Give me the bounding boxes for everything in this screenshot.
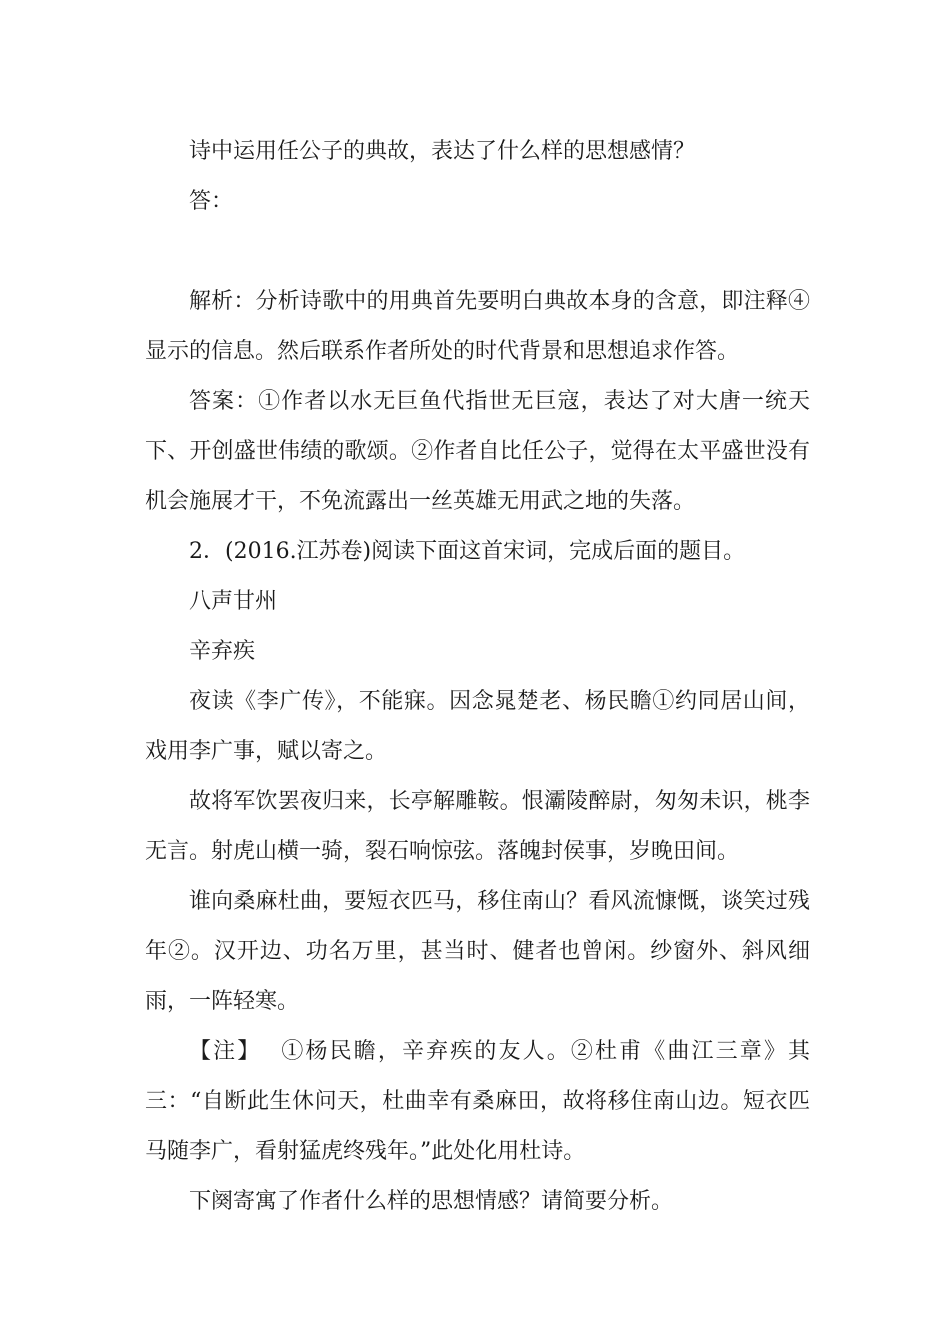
- poem-author: 辛弃疾: [189, 639, 256, 664]
- note-paragraph: [145, 1027, 810, 1177]
- question-2: 下阕寄寓了作者什么样的思想情感？请简要分析。: [189, 1189, 674, 1214]
- note-tag: 【注】: [189, 1039, 262, 1064]
- poem-preface: 夜读《李广传》，不能寐。因念晁楚老、杨民瞻①约同居山间，戏用李广事，赋以寄之。: [145, 689, 810, 764]
- answer-label: 答：: [189, 189, 234, 214]
- poem-title: 八声甘州: [189, 589, 278, 614]
- poem-stanza-2: 谁向桑麻杜曲，要短衣匹马，移住南山？看风流慷慨，谈笑过残年②。汉开边、功名万里，甚当时、健者也曾闲。纱窗外、斜风细雨，一阵轻寒。: [145, 889, 810, 1014]
- answer-paragraph: 答案：①作者以水无巨鱼代指世无巨寇，表达了对大唐一统天下、开创盛世伟绩的歌颂。②作者自比任公子，觉得在太平盛世没有机会施展才干，不免流露出一丝英雄无用武之地的失落。: [145, 389, 810, 514]
- note-text: ①杨民瞻，辛弃疾的友人。②杜甫《曲江三章》其三：“自断此生休问天，杜曲幸有桑麻田，故将移住南山边。短衣匹马随李广，看射猛虎终残年。”此处化用杜诗。: [145, 1039, 810, 1164]
- analysis-paragraph: 解析：分析诗歌中的用典首先要明白典故本身的含意，即注释④显示的信息。然后联系作者所处的时代背景和思想追求作答。: [145, 289, 810, 364]
- question-1: 诗中运用任公子的典故，表达了什么样的思想感情？: [189, 139, 696, 164]
- poem-stanza-1: 故将军饮罢夜归来，长亭解雕鞍。恨灞陵醉尉，匆匆未识，桃李无言。射虎山横一骑，裂石响惊弦。落魄封侯事，岁晚田间。: [145, 789, 810, 864]
- question-2-intro: 2．(2016.江苏卷)阅读下面这首宋词，完成后面的题目。: [189, 539, 746, 564]
